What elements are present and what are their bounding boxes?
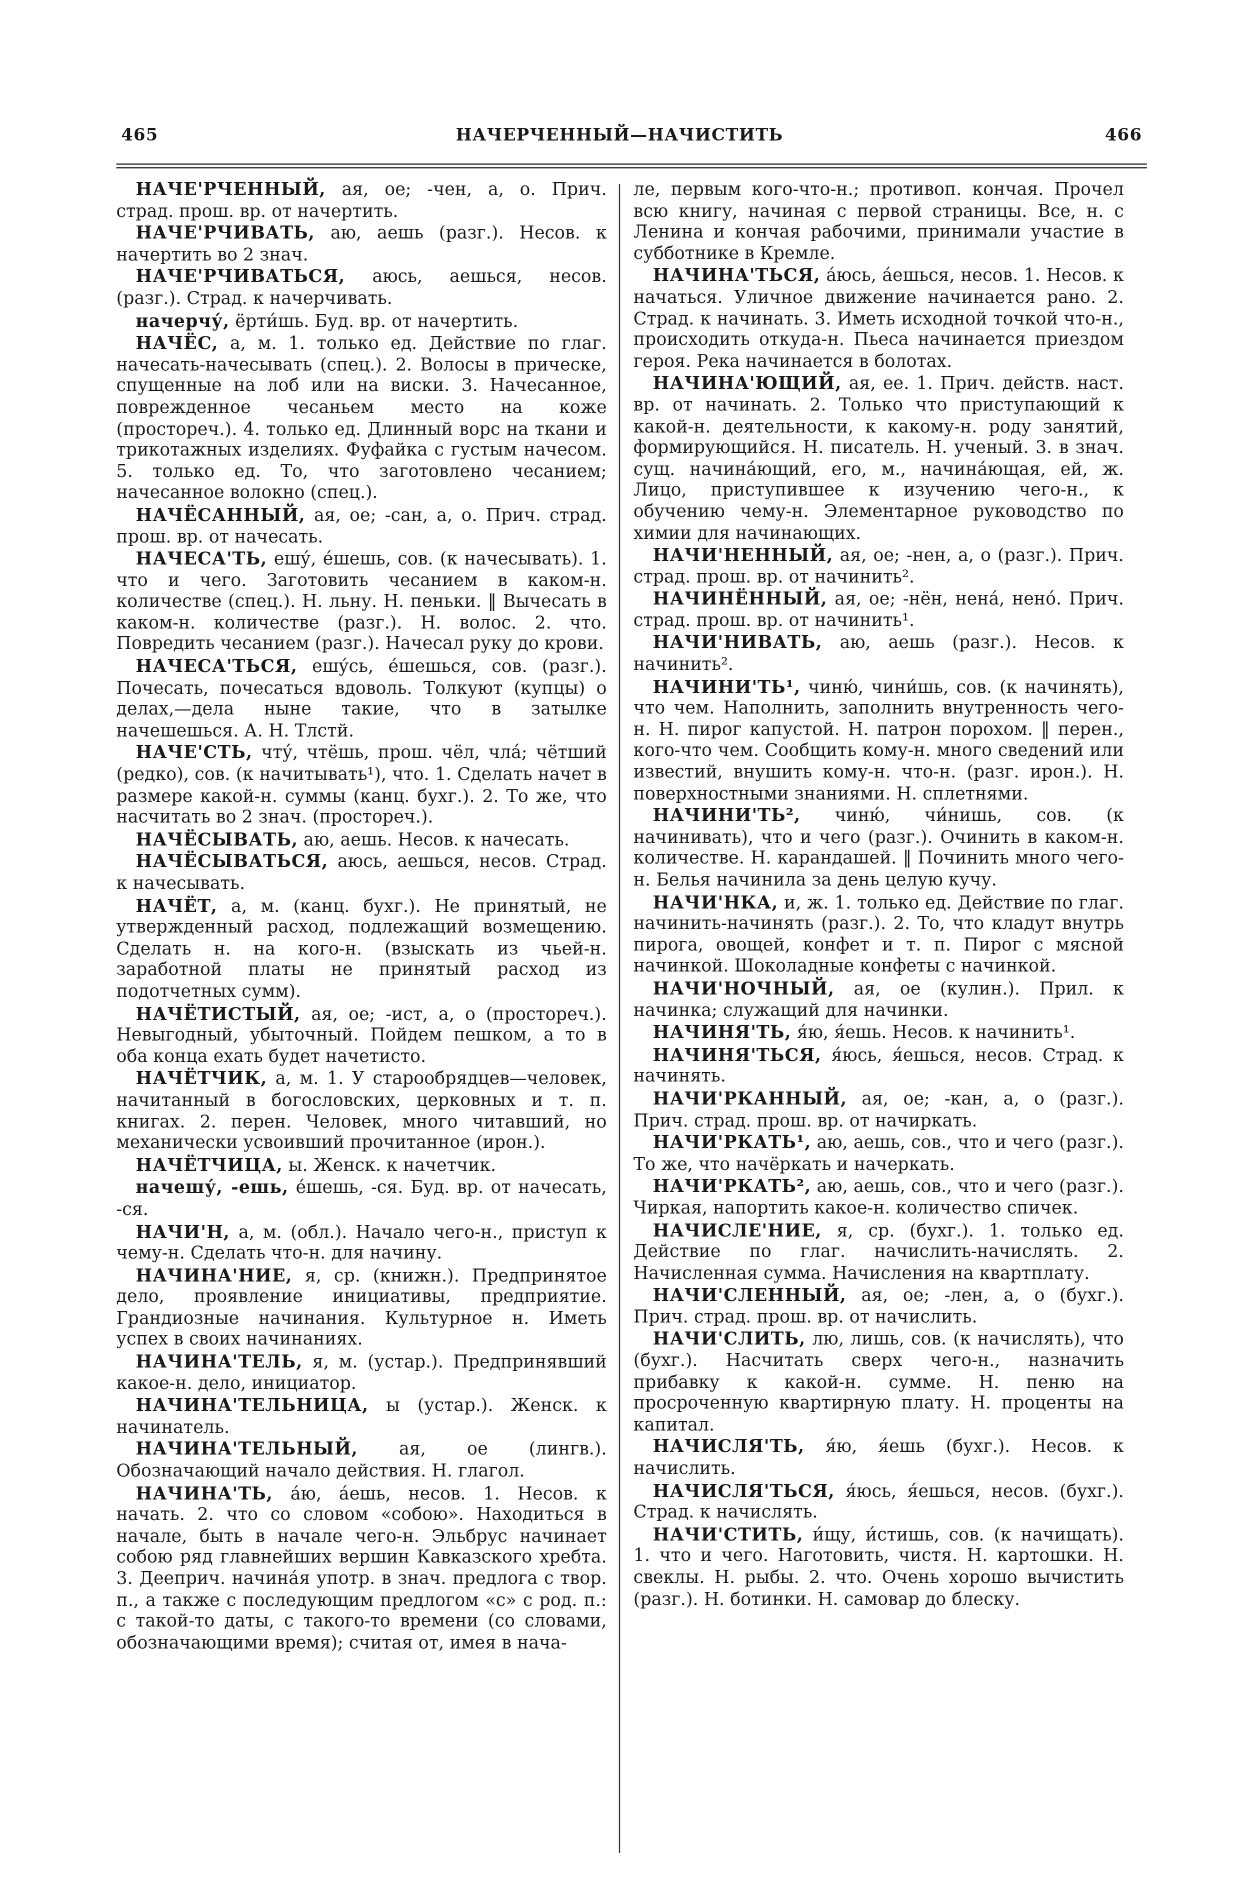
running-title: НАЧЕРЧЕННЫЙ—НАЧИСТИТЬ bbox=[455, 125, 784, 146]
entry-definition: а, м. (канц. бухг.). Не принятый, не утвержденный расход, подлежащий возмещению. Сделать н. на кого-н. (взыскать из чьей-н. заработной платы не принятый расход из подотчетных сумм). bbox=[116, 896, 607, 1002]
entry-definition: ёрти́шь. Буд. вр. от начертить. bbox=[229, 311, 519, 332]
entry-headword: НАЧИ'НИВАТЬ, bbox=[652, 632, 823, 654]
entry-headword: НАЧИ'НЕННЫЙ, bbox=[652, 545, 834, 566]
entry-headword: НАЧИНА'ТЬСЯ, bbox=[652, 265, 821, 287]
entry-headword: НАЧЕ'РЧЕННЫЙ, bbox=[135, 179, 326, 200]
entry-headword: НАЧИСЛЯ'ТЬСЯ, bbox=[652, 1480, 835, 1502]
dictionary-entry bbox=[633, 892, 1124, 978]
dictionary-entry bbox=[116, 505, 607, 549]
entry-definition: лю, лишь, сов. (к начислять), что (бухг.). Насчитать сверх чего-н., назначить прибавку к какой-н. сумме. Н. пеню на просроченную квартирную плату. Н. проценты на капитал. bbox=[633, 1330, 1124, 1436]
dictionary-entry bbox=[116, 1352, 607, 1396]
entry-headword: НАЧИНИ'ТЬ², bbox=[652, 805, 801, 827]
header-rule-top bbox=[116, 164, 1147, 165]
dictionary-entry bbox=[633, 633, 1124, 677]
entry-definition: аюсь, аешься, несов. (разг.). Страд. к начерчивать. bbox=[116, 268, 607, 309]
entry-headword: НАЧИНА'ТЬ, bbox=[135, 1483, 273, 1504]
dictionary-entry bbox=[116, 829, 607, 852]
entry-definition: чиню́, чи́нишь, сов. (к начинивать), что и чего (разг.). Очинить в каком-н. количестве. Н. карандашей. ‖ Починить много чего-н. Белья начинила за день целую кучу. bbox=[633, 806, 1124, 891]
entry-definition: я́ю, я́ешь (бухг.). Несов. к начислить. bbox=[633, 1438, 1124, 1479]
entry-definition: аю, аешь, сов., что и чего (разг.). Чиркая, напортить какое-н. количество спичек. bbox=[633, 1177, 1124, 1219]
entry-headword: НАЧЁТИСТЫЙ, bbox=[135, 1003, 301, 1025]
dictionary-entry bbox=[633, 1220, 1124, 1285]
entry-definition: а́ю, а́ешь, несов. 1. Несов. к начать. 2. что со словом «собою». Находиться в начале, быть в начале чего-н. Эльбрус начинает собою ряд главнейших вершин Кавказского хребта. 3. Дееприч. начина́я употр. в знач. предлога с твор. п., а также с последующим предлогом «с» с род. п.: с такой-то даты, с такого-то времени (со словами, обозначающими время); считая от, имея в нача- bbox=[116, 1484, 607, 1653]
entry-definition: чиню́, чини́шь, сов. (к начинять), что чем. Наполнить, заполнить внутренность чего-н. Н. пирог капустой. Н. патрон порохом. ‖ перен., кого-что чем. Сообщить кому-н. много сведений или известий, внушить кому-н. что-н. (разг. ирон.). Н. поверхностными знаниями. Н. сплетнями. bbox=[633, 677, 1124, 804]
dictionary-entry bbox=[116, 1439, 607, 1483]
entry-definition: ая, ое; -нён, нена́, нено́. Прич. страд. прош. вр. от начинить¹. bbox=[633, 590, 1124, 631]
dictionary-entry bbox=[633, 1133, 1124, 1177]
entry-definition: ая, ее. 1. Прич. действ. наст. вр. от начинать. 2. Только что приступающий к какой-н. деятельности, к какому-н. роду занятий, формирующийся. Н. писатель. Н. ученый. 3. в знач. сущ. начина́ющий, его, м., начина́ющая, ей, ж. Лицо, приступившее к изучению чего-н., к обучению чему-н. Элементарное руководство по химии для начинающих. bbox=[633, 374, 1124, 544]
entry-definition: я, ср. (книжн.). Предпринятое дело, проявление инициативы, предприятие. Грандиозные начинания. Культурное н. Иметь успех в своих начинаниях. bbox=[116, 1266, 607, 1350]
page-number-right: 466 bbox=[1104, 125, 1143, 146]
entry-definition: ая, ое; -кан, а, о (разг.). Прич. страд. прош. вр. от начиркать. bbox=[633, 1089, 1124, 1131]
entry-headword: НАЧИ'СТИТЬ, bbox=[652, 1524, 804, 1546]
dictionary-entry bbox=[633, 179, 1124, 265]
entry-headword: НАЧЕ'РЧИВАТЬСЯ, bbox=[135, 266, 346, 288]
entry-headword: НАЧЕ'РЧИВАТЬ, bbox=[135, 223, 315, 244]
entry-headword: НАЧЕСА'ТЬ, bbox=[135, 548, 268, 570]
entry-headword: НАЧИНА'ТЕЛЬ, bbox=[135, 1351, 303, 1373]
entry-headword: НАЧИ'СЛЕННЫЙ, bbox=[652, 1285, 847, 1306]
entry-headword: НАЧИНЯ'ТЬСЯ, bbox=[652, 1044, 822, 1066]
entry-definition: я́юсь, я́ешься, несов. (бухг.). Страд. к начислять. bbox=[633, 1481, 1124, 1523]
entry-headword: НАЧИНА'НИЕ, bbox=[135, 1265, 293, 1286]
dictionary-entry bbox=[633, 589, 1124, 633]
entry-definition: я, ср. (бухг.). 1. только ед. Действие по глаг. начислить-начислять. 2. Начисленная сумма. Начисления на квартплату. bbox=[633, 1221, 1124, 1284]
entry-definition: а, м. 1. У старообрядцев—человек, начитанный в богословских, церковных и т. п. книгах. 2. перен. Человек, много читавший, но механически усвоивший прочитанное (ирон.). bbox=[116, 1069, 607, 1154]
dictionary-entry bbox=[633, 677, 1124, 806]
entry-definition: а, м. 1. только ед. Действие по глаг. начесать-начесывать (спец.). 2. Волосы в прическе, спущенные на лоб или на виски. 3. Начесанное, поврежденное чесаньем место на коже (простореч.). 4. только ед. Длинный ворс на ткани и трикотажных изделиях. Фуфайка с густым начесом. 5. только ед. То, что заготовлено чесанием; начесанное волокно (спец.). bbox=[116, 334, 607, 504]
dictionary-entry bbox=[116, 179, 607, 223]
dictionary-entry bbox=[633, 979, 1124, 1023]
entry-definition: ая, ое; -нен, а, о (разг.). Прич. страд. прош. вр. от начинить². bbox=[633, 546, 1124, 588]
entry-definition: аю, аешь, сов., что и чего (разг.). То же, что начёркать и начеркать. bbox=[633, 1133, 1124, 1175]
entry-headword: НАЧЁС, bbox=[135, 333, 219, 354]
dictionary-entry bbox=[633, 1329, 1124, 1437]
entry-definition: я́юсь, я́ешься, несов. Страд. к начинять. bbox=[633, 1046, 1124, 1087]
entry-headword: НАЧИНИ'ТЬ¹, bbox=[652, 676, 801, 698]
entry-headword: НАЧИНА'ТЕЛЬНИЦА, bbox=[135, 1395, 369, 1417]
entry-headword: НАЧИ'НКА, bbox=[652, 892, 779, 913]
dictionary-entry bbox=[116, 1221, 607, 1265]
dictionary-entry bbox=[633, 1022, 1124, 1045]
entry-definition: е́шешь, -ся. Буд. вр. от начесать, -ся. bbox=[116, 1178, 607, 1220]
page-number-left: 465 bbox=[121, 125, 159, 146]
entry-definition: а́юсь, а́ешься, несов. 1. Несов. к начаться. Уличное движение начинается рано. 2. Страд. к начинать. 3. Иметь исходной точкой что-н., происходить откуда-н. Пьеса начинается приездом героя. Река начинается в болотах. bbox=[633, 266, 1124, 372]
dictionary-entry bbox=[116, 549, 607, 657]
left-column bbox=[116, 179, 607, 1655]
dictionary-entry bbox=[116, 1004, 607, 1069]
dictionary-entry bbox=[116, 311, 607, 334]
entry-definition: ле, первым кого-что-н.; противоп. кончая. Прочел всю книгу, начиная с первой страницы. Все, н. с Ленина и кончая рабочими, принимали участие в субботнике в Кремле. bbox=[633, 180, 1124, 264]
dictionary-entry bbox=[633, 1437, 1124, 1481]
dictionary-entry bbox=[633, 1481, 1124, 1525]
entry-definition: а, м. (обл.). Начало чего-н., приступ к чему-н. Сделать что-н. для начину. bbox=[116, 1222, 607, 1264]
entry-definition: аю, аешь. Несов. к начесать. bbox=[298, 830, 570, 850]
entry-headword: НАЧЁСАННЫЙ, bbox=[135, 504, 306, 526]
entry-headword: НАЧИ'НОЧНЫЙ, bbox=[652, 978, 835, 1000]
entry-definition: ы. Женск. к начетчик. bbox=[282, 1156, 497, 1176]
entry-definition: ешу́сь, е́шешься, сов. (разг.). Почесать, почесаться вдоволь. Толкуют (купцы) о делах,—дела ныне такие, что в затылке начешешься. А. Н. Тлстй. bbox=[116, 657, 607, 742]
dictionary-entry bbox=[116, 223, 607, 267]
entry-definition: ы (устар.). Женск. к начинатель. bbox=[116, 1396, 607, 1438]
dictionary-entry bbox=[116, 1396, 607, 1440]
entry-definition: ая, ое; -сан, а, о. Прич. страд. прош. вр. от начесать. bbox=[116, 506, 607, 547]
entry-headword: начешу́, -ешь, bbox=[135, 1177, 289, 1199]
dictionary-entry bbox=[116, 333, 607, 505]
dictionary-entry bbox=[633, 1285, 1124, 1329]
entry-headword: НАЧЕ'СТЬ, bbox=[135, 742, 253, 764]
dictionary-entry bbox=[633, 373, 1124, 545]
entry-headword: НАЧИ'Н, bbox=[135, 1221, 230, 1243]
dictionary-entry bbox=[116, 743, 607, 829]
entry-definition: ая, ое (лингв.). Обозначающий начало действия. Н. глагол. bbox=[116, 1440, 607, 1482]
entry-headword: НАЧИ'РКАННЫЙ, bbox=[652, 1088, 848, 1110]
entry-headword: НАЧИНЁННЫЙ, bbox=[652, 588, 828, 610]
entry-headword: НАЧЁТЧИЦА, bbox=[135, 1155, 283, 1176]
dictionary-entry bbox=[633, 1045, 1124, 1089]
dictionary-entry bbox=[116, 1069, 607, 1155]
dictionary-entry bbox=[116, 267, 607, 311]
entry-definition: ая, ое; -лен, а, о (бухг.). Прич. страд. прош. вр. от начислить. bbox=[633, 1286, 1124, 1328]
entry-headword: НАЧЁСЫВАТЬСЯ, bbox=[135, 851, 329, 873]
entry-headword: НАЧИСЛЕ'НИЕ, bbox=[652, 1220, 822, 1241]
entry-definition: я, м. (устар.). Предпринявший какое-н. дело, инициатор. bbox=[116, 1352, 607, 1394]
entry-headword: НАЧИНА'ТЕЛЬНЫЙ, bbox=[135, 1439, 358, 1460]
entry-headword: начерчу́, bbox=[135, 310, 230, 332]
entry-definition: ая, ое; -чен, а, о. Прич. страд. прош. вр. от начертить. bbox=[116, 180, 607, 222]
dictionary-entry bbox=[633, 806, 1124, 892]
dictionary-entry bbox=[116, 1178, 607, 1222]
entry-definition: и́щу, и́стишь, сов. (к начищать). 1. что и чего. Наготовить, чистя. Н. картошки. Н. свеклы. Н. рыбы. 2. что. Очень хорошо вычистить (разг.). Н. ботинки. Н. самовар до блеску. bbox=[633, 1525, 1124, 1610]
dictionary-entry bbox=[116, 1265, 607, 1351]
entry-definition: ая, ое; -ист, а, о (простореч.). Невыгодный, убыточный. Пойдем пешком, а то в оба конца ехать будет начетисто. bbox=[116, 1004, 607, 1067]
dictionary-entry bbox=[116, 1155, 607, 1178]
column-divider bbox=[619, 184, 620, 1853]
entry-headword: НАЧИНЯ'ТЬ, bbox=[652, 1022, 792, 1043]
dictionary-entry bbox=[116, 852, 607, 896]
dictionary-entry bbox=[633, 1525, 1124, 1611]
entry-definition: ешу́, е́шешь, сов. (к начесывать). 1. что и чего. Заготовить чесанием в каком-н. количестве (спец.). Н. льну. Н. пеньки. ‖ Вычесать в каком-н. количестве (разг.). Н. волос. 2. что. Повредить чесанием (разг.). Начесал руку до крови. bbox=[116, 549, 607, 655]
entry-definition: и, ж. 1. только ед. Действие по глаг. начинить-начинять (разг.). 2. То, что кладут внутрь пирога, овощей, конфет и т. п. Пирог с мясной начинкой. Шоколадные конфеты с начинкой. bbox=[633, 893, 1124, 977]
entry-definition: аю, аешь (разг.). Несов. к начертить во 2 знач. bbox=[116, 224, 607, 265]
entry-headword: НАЧЁТЧИК, bbox=[135, 1068, 268, 1090]
entry-headword: НАЧИ'СЛИТЬ, bbox=[652, 1329, 806, 1350]
dictionary-entry bbox=[633, 266, 1124, 374]
dictionary-entry bbox=[633, 545, 1124, 589]
dictionary-entry bbox=[116, 896, 607, 1004]
entry-headword: НАЧИ'РКАТЬ¹, bbox=[652, 1132, 812, 1154]
entry-definition: аюсь, аешься, несов. Страд. к начесывать. bbox=[116, 853, 607, 894]
entry-definition: чту́, чтёшь, прош. чёл, чла́; чётший (редко), сов. (к начитывать¹), что. 1. Сделать начет в размере какой-н. суммы (канц. бухг.). 2. То же, что насчитать во 2 знач. (простореч.). bbox=[116, 744, 607, 828]
entry-headword: НАЧЁТ, bbox=[135, 895, 218, 917]
dictionary-entry bbox=[633, 1176, 1124, 1220]
entry-headword: НАЧИ'РКАТЬ², bbox=[652, 1176, 812, 1197]
entry-definition: ая, ое (кулин.). Прил. к начинка; служащий для начинки. bbox=[633, 979, 1124, 1021]
dictionary-entry bbox=[116, 657, 607, 743]
dictionary-entry bbox=[116, 1483, 607, 1655]
entry-headword: НАЧИСЛЯ'ТЬ, bbox=[652, 1436, 805, 1458]
entry-definition: аю, аешь (разг.). Несов. к начинить². bbox=[633, 633, 1124, 675]
entry-headword: НАЧИНА'ЮЩИЙ, bbox=[652, 373, 842, 395]
dictionary-entry bbox=[633, 1089, 1124, 1133]
entry-headword: НАЧЕСА'ТЬСЯ, bbox=[135, 656, 298, 678]
right-column bbox=[633, 179, 1124, 1611]
entry-definition: я́ю, я́ешь. Несов. к начинить¹. bbox=[791, 1023, 1076, 1043]
entry-headword: НАЧЁСЫВАТЬ, bbox=[135, 829, 299, 850]
header-rule-bottom bbox=[116, 167, 1147, 168]
